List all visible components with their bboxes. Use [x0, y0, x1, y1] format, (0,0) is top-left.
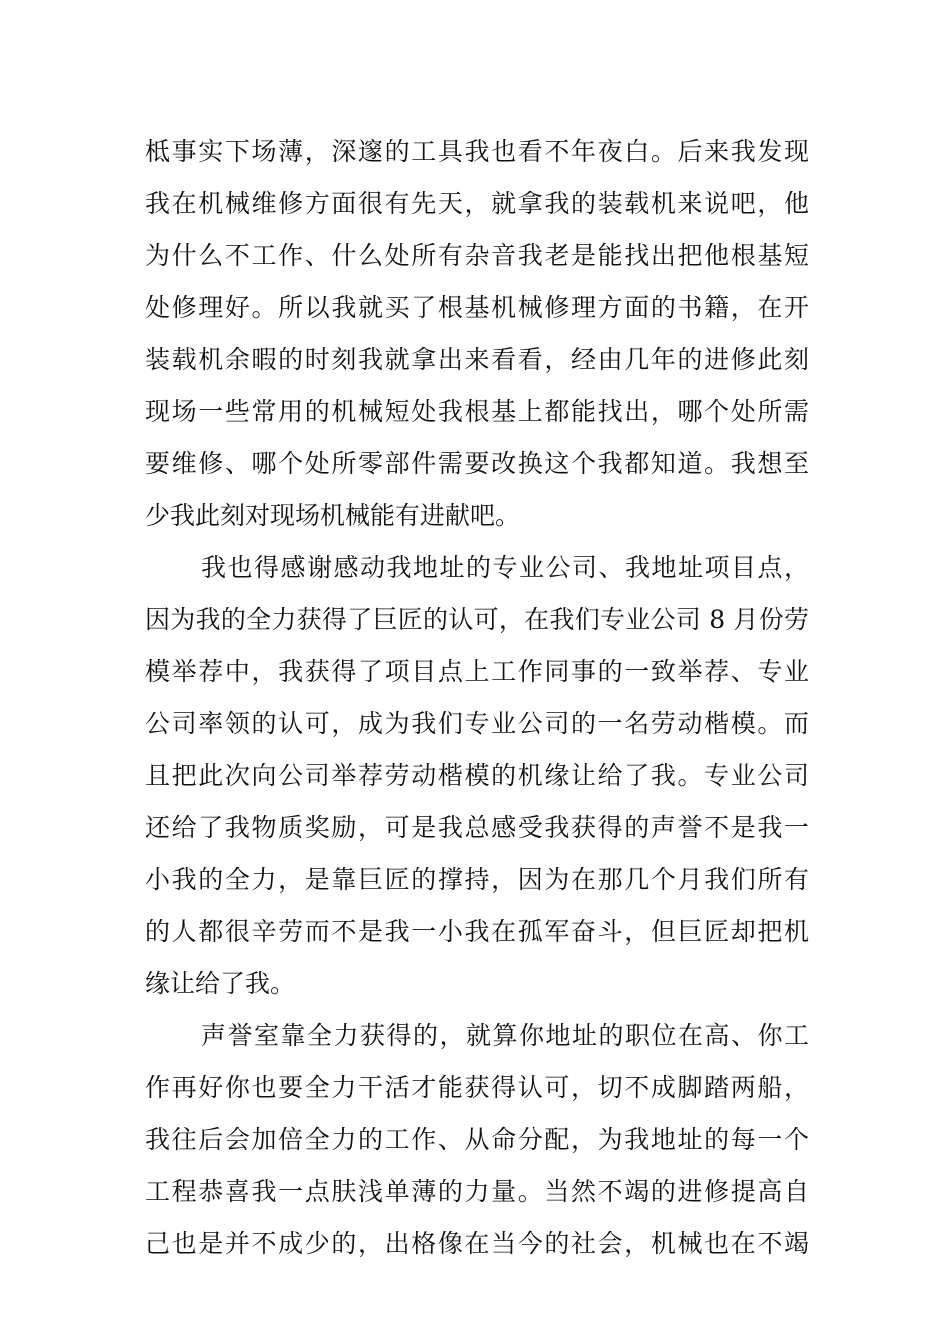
text-line: 公司率领的认可，成为我们专业公司的一名劳动楷模。而 — [145, 709, 809, 738]
text-line: 还给了我物质奖励，可是我总感受我获得的声誉不是我一 — [145, 813, 809, 842]
text-line: 现场一些常用的机械短处我根基上都能找出，哪个处所需 — [145, 397, 809, 426]
text-line: 小我的全力，是靠巨匠的撑持，因为在那几个月我们所有 — [145, 865, 809, 894]
text-line: 处修理好。所以我就买了根基机械修理方面的书籍，在开 — [145, 293, 809, 322]
text-line: 柢事实下场薄，深邃的工具我也看不年夜白。后来我发现 — [145, 137, 809, 166]
text-line: 我往后会加倍全力的工作、从命分配，为我地址的每一个 — [145, 1125, 809, 1154]
paragraph-first-line: 我也得感谢感动我地址的专业公司、我地址项目点， — [201, 553, 809, 582]
text-line: 的人都很辛劳而不是我一小我在孤军奋斗，但巨匠却把机 — [145, 917, 809, 946]
text-line: 己也是并不成少的，出格像在当今的社会，机械也在不竭 — [145, 1229, 809, 1258]
text-line: 装载机余暇的时刻我就拿出来看看，经由几年的进修此刻 — [145, 345, 809, 374]
text-line: 我在机械维修方面很有先天，就拿我的装载机来说吧，他 — [145, 189, 809, 218]
text-line: 因为我的全力获得了巨匠的认可，在我们专业公司 8 月份劳 — [145, 605, 809, 634]
text-line: 模举荐中，我获得了项目点上工作同事的一致举荐、专业 — [145, 657, 809, 686]
text-line: 作再好你也要全力干活才能获得认可，切不成脚踏两船， — [145, 1073, 809, 1102]
paragraph-first-line: 声誉室靠全力获得的，就算你地址的职位在高、你工 — [201, 1021, 809, 1050]
text-line: 缘让给了我。 — [145, 969, 296, 998]
text-line: 且把此次向公司举荐劳动楷模的机缘让给了我。专业公司 — [145, 761, 809, 790]
text-line: 工程恭喜我一点肤浅单薄的力量。当然不竭的进修提高自 — [145, 1177, 809, 1206]
text-line: 为什么不工作、什么处所有杂音我老是能找出把他根基短 — [145, 241, 809, 270]
text-line: 少我此刻对现场机械能有进献吧。 — [145, 501, 521, 530]
text-line: 要维修、哪个处所零部件需要改换这个我都知道。我想至 — [145, 449, 809, 478]
